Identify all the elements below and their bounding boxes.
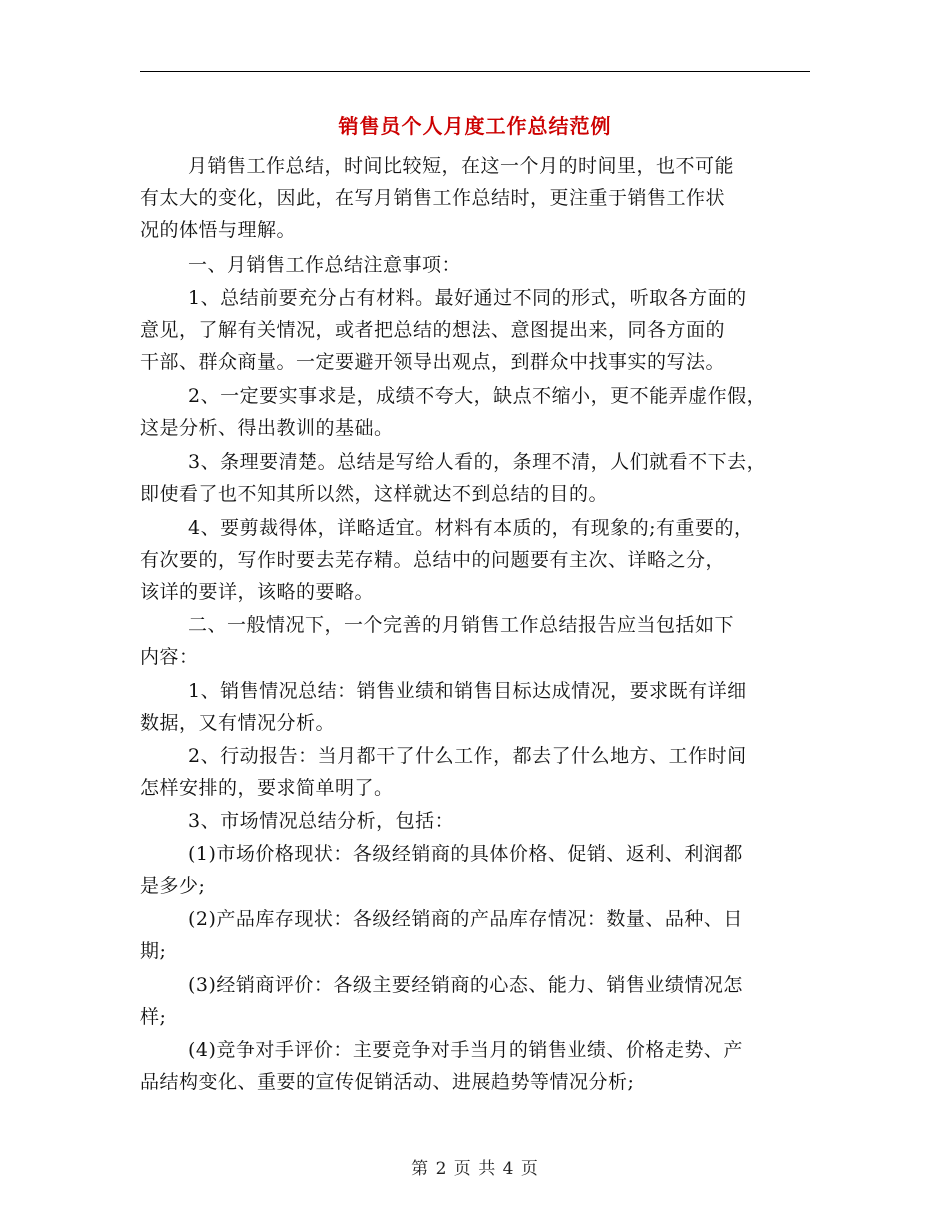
document-title: 销售员个人月度工作总结范例 [338, 114, 612, 138]
text-line: 有太大的变化，因此，在写月销售工作总结时，更注重于销售工作状 [140, 187, 726, 209]
text-line: 有次要的，写作时要去芜存精。总结中的问题要有主次、详略之分， [140, 549, 726, 571]
paragraph-item [140, 675, 820, 739]
paragraph-item [140, 805, 820, 837]
text-line: 品结构变化、重要的宣传促销活动、进展趋势等情况分析; [140, 1071, 635, 1093]
text-line: 月销售工作总结，时间比较短，在这一个月的时间里，也不可能 [188, 155, 735, 177]
paragraph-subitem [140, 838, 820, 902]
text-line: 内容： [140, 646, 199, 668]
text-line: 样; [140, 1006, 167, 1028]
text-line: (1)市场价格现状：各级经销商的具体价格、促销、返利、利润都 [188, 843, 743, 865]
paragraph-subitem [140, 1034, 820, 1098]
text-line: 1、总结前要充分占有材料。最好通过不同的形式，听取各方面的 [188, 287, 747, 309]
paragraph-item [140, 282, 820, 378]
text-line: 数据，又有情况分析。 [140, 712, 336, 734]
paragraph-intro [140, 150, 820, 246]
text-line: 期; [140, 940, 167, 962]
text-line: 即使看了也不知其所以然，这样就达不到总结的目的。 [140, 483, 609, 505]
paragraph-subitem [140, 903, 820, 967]
paragraph-item [140, 512, 820, 608]
text-line: (4)竞争对手评价：主要竞争对手当月的销售业绩、价格走势、产 [188, 1039, 743, 1061]
text-line: 意见，了解有关情况，或者把总结的想法、意图提出来，同各方面的 [140, 319, 726, 341]
text-line: 是多少; [140, 875, 206, 897]
text-line: 况的体悟与理解。 [140, 219, 297, 241]
text-line: 2、一定要实事求是，成绩不夸大，缺点不缩小，更不能弄虚作假， [188, 385, 767, 407]
text-line: 这是分析、得出教训的基础。 [140, 417, 394, 439]
text-line: (3)经销商评价：各级主要经销商的心态、能力、销售业绩情况怎 [188, 974, 743, 996]
paragraph-item [140, 740, 820, 804]
header-rule [140, 71, 810, 72]
paragraph-item [140, 380, 820, 444]
paragraph-subitem [140, 969, 820, 1033]
text-line: 3、条理要清楚。总结是写给人看的，条理不清，人们就看不下去， [188, 451, 767, 473]
text-line: 该详的要详，该略的要略。 [140, 581, 375, 603]
text-line: 怎样安排的，要求简单明了。 [140, 777, 394, 799]
text-line: (2)产品库存现状：各级经销商的产品库存情况：数量、品种、日 [188, 908, 743, 930]
section-heading-2 [140, 609, 820, 673]
text-line: 3、市场情况总结分析，包括： [188, 810, 455, 832]
text-line: 1、销售情况总结：销售业绩和销售目标达成情况，要求既有详细 [188, 680, 747, 702]
paragraph-item [140, 446, 820, 510]
text-line: 一、月销售工作总结注意事项： [188, 254, 462, 276]
page-number-footer: 第 2 页 共 4 页 [411, 1159, 539, 1179]
text-line: 2、行动报告：当月都干了什么工作，都去了什么地方、工作时间 [188, 745, 747, 767]
text-line: 二、一般情况下，一个完善的月销售工作总结报告应当包括如下 [188, 614, 735, 636]
text-line: 干部、群众商量。一定要避开领导出观点，到群众中找事实的写法。 [140, 351, 726, 373]
section-heading-1 [140, 249, 820, 281]
text-line: 4、要剪裁得体，详略适宜。材料有本质的，有现象的;有重要的， [188, 517, 754, 539]
